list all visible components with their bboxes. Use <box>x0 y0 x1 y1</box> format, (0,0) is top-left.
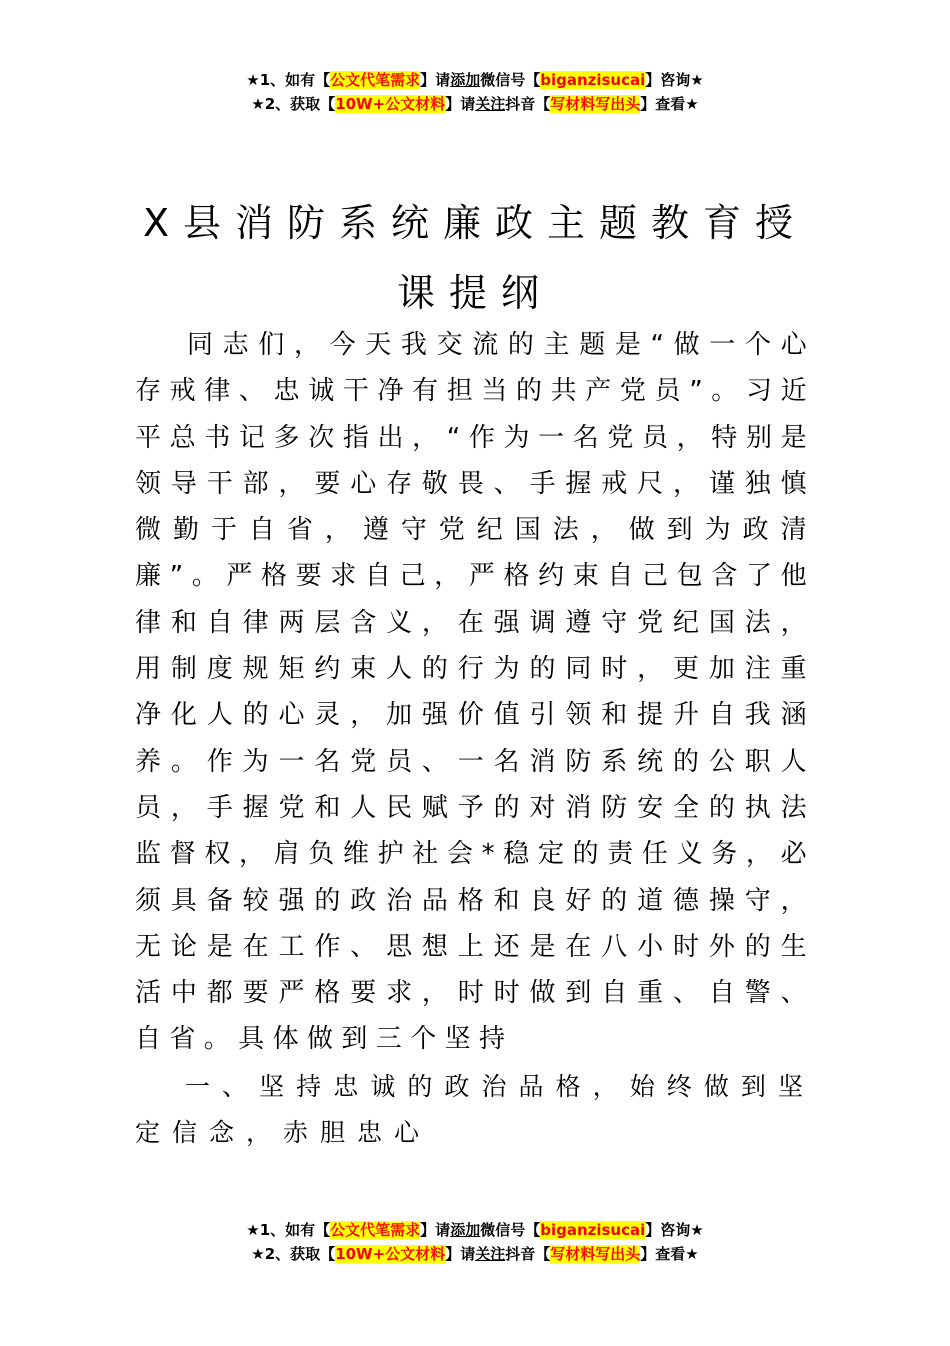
promo-highlight: 10W+公文材料 <box>335 1245 446 1263</box>
promo-text: 】请 <box>445 95 476 113</box>
promo-text: 】请 <box>420 71 451 89</box>
promo-line-2 <box>0 92 950 116</box>
promo-text: 微信号【 <box>480 71 541 89</box>
document-title-line-2: 课提纲 <box>396 271 553 315</box>
promo-highlight: 写材料写出头 <box>550 1245 641 1263</box>
body-paragraph: 同志们，今天我交流的主题是“做一个心存戒律、忠诚干净有担当的共产党员”。习近平总书记多次指出，“作为一名党员，特别是领导干部，要心存敬畏、手握戒尺，谨独慎微勤于自省，遵守党纪国法，做到为政清廉”。严格要求自己，严格约束自己包含了他律和自律两层含义，在强调遵守党纪国法，用制度规矩约束人的行为的同时，更加注重净化人的心灵，加强价值引领和提升自我涵养。作为一名党员、一名消防系统的公职人员，手握党和人民赋予的对消防安全的执法监督权，肩负维护社会*稳定的责任义务，必须具备较强的政治品格和良好的道德操守，无论是在工作、思想上还是在八小时外的生活中都要严格要求，时时做到自重、自警、自省。具体做到三个坚持 <box>135 330 815 1055</box>
header-promo-banner <box>0 68 950 116</box>
promo-underline: 关注 <box>475 95 506 113</box>
promo-line-1 <box>0 1218 950 1242</box>
promo-text: ★1、如有【 <box>246 1221 331 1239</box>
promo-text: 】咨询★ <box>645 71 704 89</box>
promo-line-1 <box>0 68 950 92</box>
promo-text: 抖音【 <box>505 95 551 113</box>
promo-highlight: 公文代笔需求 <box>330 71 421 89</box>
promo-highlight: 公文代笔需求 <box>330 1221 421 1239</box>
promo-text: 抖音【 <box>505 1245 551 1263</box>
promo-underline: 添加 <box>450 1221 481 1239</box>
section-heading-1: 一、坚持忠诚的政治品格，始终做到坚定信念，赤胆忠心 <box>135 1072 815 1147</box>
footer-promo-banner <box>0 1218 950 1266</box>
promo-highlight: biganzisucai <box>540 71 646 89</box>
promo-text: 】咨询★ <box>645 1221 704 1239</box>
promo-text: ★1、如有【 <box>246 71 331 89</box>
promo-text: 】请 <box>420 1221 451 1239</box>
promo-text: 】查看★ <box>640 1245 699 1263</box>
promo-underline: 关注 <box>475 1245 506 1263</box>
promo-text: 】查看★ <box>640 95 699 113</box>
document-title-line-1: X县消防系统廉政主题教育授 <box>142 201 808 245</box>
promo-underline: 添加 <box>450 71 481 89</box>
promo-text: ★2、获取【 <box>251 95 336 113</box>
promo-highlight: biganzisucai <box>540 1221 646 1239</box>
promo-highlight: 写材料写出头 <box>550 95 641 113</box>
promo-text: ★2、获取【 <box>251 1245 336 1263</box>
promo-highlight: 10W+公文材料 <box>335 95 446 113</box>
promo-line-2 <box>0 1242 950 1266</box>
promo-text: 】请 <box>445 1245 476 1263</box>
promo-text: 微信号【 <box>480 1221 541 1239</box>
